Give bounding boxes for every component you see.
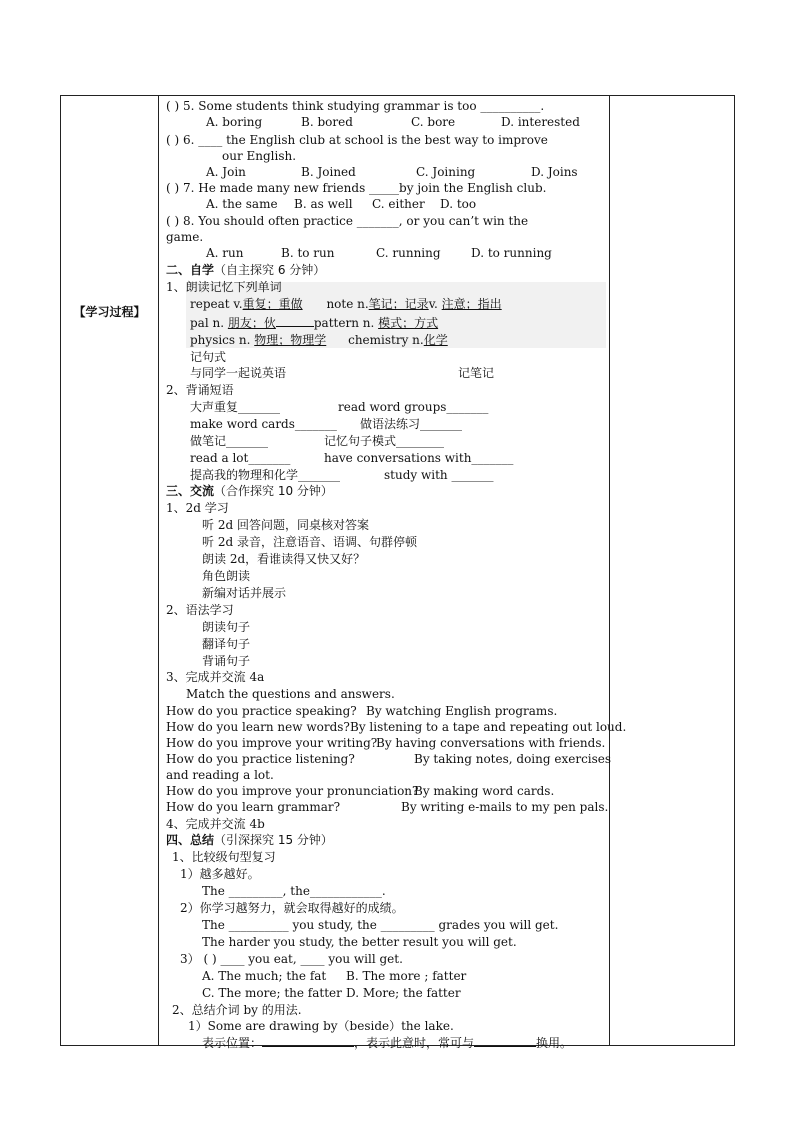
option: D. Joins	[531, 165, 578, 179]
item-line: 表示位置： ，表示此意时，常可与 换用。	[202, 1036, 573, 1050]
match-question: How do you learn grammar?	[166, 800, 341, 814]
column-divider-left	[158, 96, 159, 1045]
subsection-title: 1、比较级句型复习	[172, 850, 276, 864]
match-answer: By having conversations with friends.	[376, 736, 606, 750]
option: B. as well	[294, 197, 353, 211]
phrase: 做语法练习_______	[360, 417, 463, 431]
vocab-row: pal n. 朋友；伙 pattern n. 模式；方式	[190, 316, 439, 330]
vocab-line: 记笔记	[458, 366, 495, 380]
option: D. More; the fatter	[346, 986, 461, 1000]
phrase: read a lot_______	[190, 451, 291, 465]
option: D. interested	[501, 115, 580, 129]
option: A. boring	[206, 115, 263, 129]
option: A. the same	[206, 197, 278, 211]
phrase: read word groups_______	[338, 400, 489, 414]
subsection-title: 1、朗读记忆下列单词	[166, 280, 282, 294]
list-item: 朗读句子	[202, 620, 251, 634]
question-8-cont: game.	[166, 230, 204, 244]
item: 3） ( ) ____ you eat, ____ you will get.	[180, 952, 403, 966]
item-line: The harder you study, the better result you will get.	[202, 935, 517, 949]
phrase: make word cards_______	[190, 417, 337, 431]
instruction: Match the questions and answers.	[186, 687, 395, 701]
subsection-title: 3、完成并交流 4a	[166, 670, 265, 684]
question-6: ( ) 6. ____ the English club at school is the best way to improve	[166, 133, 548, 147]
vocab-line: 记句式	[190, 350, 227, 364]
section-3-heading: 三、交流（合作探究 10 分钟）	[166, 484, 333, 498]
question-5: ( ) 5. Some students think studying grammar is too __________.	[166, 99, 545, 113]
subsection-title: 2、语法学习	[166, 603, 234, 617]
worksheet-table	[60, 95, 735, 1050]
option: B. bored	[301, 115, 353, 129]
section-4-heading: 四、总结（引深探究 15 分钟）	[166, 833, 333, 847]
column-divider-right	[609, 96, 610, 1045]
subsection-title: 2、背诵短语	[166, 383, 234, 397]
match-question: and reading a lot.	[166, 768, 274, 782]
phrase: 提高我的物理和化学_______	[190, 468, 341, 482]
match-answer: By writing e-mails to my pen pals.	[401, 800, 609, 814]
option: C. either	[372, 197, 425, 211]
phrase: 记忆句子模式________	[324, 434, 445, 448]
option: B. The more ; fatter	[346, 969, 467, 983]
list-item: 新编对话并展示	[202, 586, 287, 600]
option: C. running	[376, 246, 441, 260]
option: C. Joining	[416, 165, 476, 179]
phrase: study with _______	[384, 468, 494, 482]
phrase: 大声重复_______	[190, 400, 281, 414]
list-item: 背诵句子	[202, 654, 251, 668]
item: 1）越多越好。	[180, 867, 260, 881]
option: D. to running	[471, 246, 552, 260]
match-question: How do you learn new words?	[166, 720, 350, 734]
match-question: How do you improve your pronunciation?	[166, 784, 419, 798]
question-6-cont: our English.	[222, 149, 297, 163]
match-question: How do you improve your writing?	[166, 736, 378, 750]
subsection-title: 4、完成并交流 4b	[166, 817, 265, 831]
match-answer: By making word cards.	[414, 784, 555, 798]
option: B. Joined	[301, 165, 356, 179]
phrase: 做笔记_______	[190, 434, 269, 448]
subsection-title: 2、总结介词 by 的用法.	[172, 1003, 302, 1017]
subsection-title: 1、2d 学习	[166, 501, 229, 515]
question-7: ( ) 7. He made many new friends _____by join the English club.	[166, 181, 547, 195]
phrase: have conversations with_______	[324, 451, 514, 465]
list-item: 角色朗读	[202, 569, 251, 583]
option: A. Join	[206, 165, 246, 179]
item: 1）Some are drawing by（beside）the lake.	[188, 1019, 454, 1033]
list-item: 听 2d 回答问题，同桌核对答案	[202, 518, 369, 532]
item-line: The __________ you study, the _________ grades you will get.	[202, 918, 559, 932]
vocab-line: 与同学一起说英语	[190, 366, 287, 380]
item: 2）你学习越努力，就会取得越好的成绩。	[180, 901, 404, 915]
list-item: 朗读 2d，看谁读得又快又好？	[202, 552, 366, 566]
match-answer: By listening to a tape and repeating out loud.	[350, 720, 627, 734]
section-label: 【学习过程】	[73, 305, 146, 319]
option: D. too	[440, 197, 477, 211]
option: A. The much; the fat	[202, 969, 327, 983]
vocab-row: repeat v.重复；重做 note n.笔记；记录v. 注意；指出	[190, 297, 502, 311]
match-question: How do you practice listening?	[166, 752, 355, 766]
vocab-row: physics n. 物理；物理学 chemistry n.化学	[190, 333, 448, 347]
item-line: The _________, the____________.	[202, 884, 386, 898]
option: C. bore	[411, 115, 456, 129]
option: A. run	[206, 246, 244, 260]
section-2-heading: 二、自学（自主探究 6 分钟）	[166, 263, 326, 277]
match-question: How do you practice speaking?	[166, 704, 357, 718]
match-answer: By watching English programs.	[366, 704, 558, 718]
match-answer: By taking notes, doing exercises	[414, 752, 612, 766]
question-8: ( ) 8. You should often practice _______, or you can’t win the	[166, 214, 529, 228]
list-item: 听 2d 录音，注意语音、语调、句群停顿	[202, 535, 417, 549]
option: B. to run	[281, 246, 335, 260]
list-item: 翻译句子	[202, 637, 251, 651]
option: C. The more; the fatter	[202, 986, 342, 1000]
